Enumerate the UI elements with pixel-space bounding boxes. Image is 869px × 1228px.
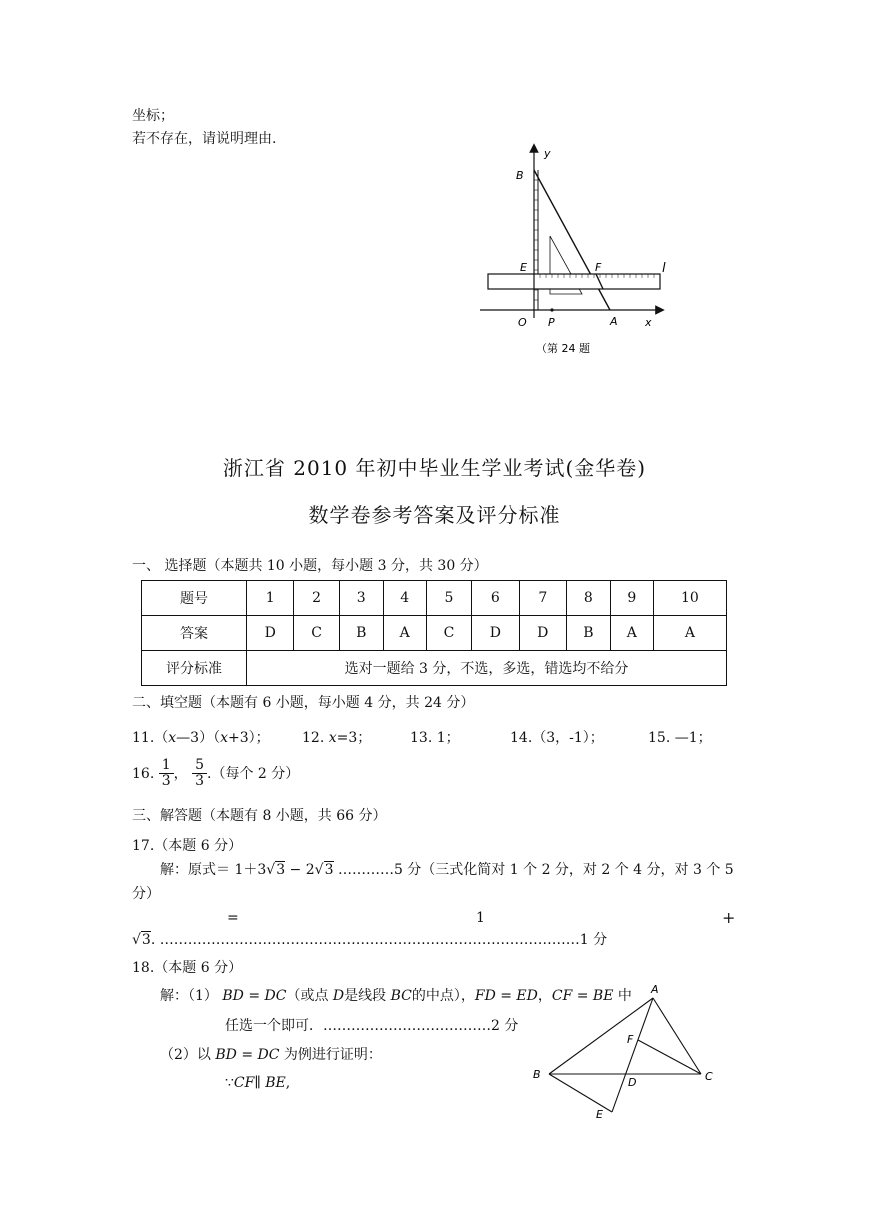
q18-text: 的中点）， bbox=[411, 988, 475, 1004]
fraction-numerator: 5 bbox=[192, 758, 207, 774]
answer-12 bbox=[302, 730, 371, 747]
q17-line-1: 解：原式＝ 1＋3√3 − 2√3 …………5 分（三式化简对 1 个 2 分，对 2 个 4 分，对 3 个 5 bbox=[160, 862, 734, 878]
table-row bbox=[142, 651, 727, 686]
q17-one: 1 bbox=[476, 910, 485, 926]
answer-cell: A bbox=[383, 616, 426, 651]
answer-cell: A bbox=[653, 616, 726, 651]
question-number: 5 bbox=[426, 581, 471, 616]
answer-15: 15. —1； bbox=[648, 730, 712, 746]
label-y: y bbox=[544, 147, 551, 160]
q11-part: +3）； bbox=[228, 730, 270, 746]
text-coordinate: 坐标； bbox=[132, 108, 174, 124]
answer-cell: B bbox=[339, 616, 383, 651]
label-o: O bbox=[518, 316, 527, 329]
q18-text: （或点 bbox=[286, 988, 333, 1004]
ruler bbox=[488, 274, 660, 289]
q18-equation: CF = BE bbox=[551, 988, 614, 1004]
sqrt-radicand: 3 bbox=[141, 932, 151, 948]
label-f: F bbox=[627, 1033, 634, 1046]
label-l: l bbox=[662, 261, 666, 276]
q18-expression: CF∥ BE bbox=[233, 1075, 286, 1091]
q18-line-3 bbox=[160, 1047, 382, 1064]
sqrt-radicand: 3 bbox=[324, 862, 334, 878]
section-2-heading: 二、填空题（本题有 6 小题，每小题 4 分，共 24 分） bbox=[132, 695, 475, 711]
sqrt-radicand: 3 bbox=[276, 862, 286, 878]
q18-text: （2）以 bbox=[160, 1047, 216, 1063]
label-b: B bbox=[516, 169, 524, 182]
q18-heading: 18.（本题 6 分） bbox=[132, 960, 243, 976]
fraction-denominator: 3 bbox=[195, 773, 205, 790]
fraction-numerator: 1 bbox=[159, 758, 174, 774]
answer-cell: B bbox=[566, 616, 610, 651]
q18-text: 是线段 bbox=[344, 988, 391, 1004]
answer-cell: D bbox=[519, 616, 566, 651]
table-row bbox=[142, 581, 727, 616]
q11-number: 11. bbox=[132, 730, 155, 746]
question-number: 10 bbox=[653, 581, 726, 616]
label-a: A bbox=[651, 983, 659, 996]
answer-cell: D bbox=[472, 616, 519, 651]
q16-number: 16. bbox=[132, 765, 155, 782]
table-row bbox=[142, 616, 727, 651]
question-number: 4 bbox=[383, 581, 426, 616]
q17-plus: + bbox=[722, 908, 736, 927]
section-3-heading: 三、解答题（本题有 8 小题，共 66 分） bbox=[132, 808, 387, 824]
text-explain-reason: 若不存在，请说明理由. bbox=[132, 131, 277, 147]
answer-cell: C bbox=[426, 616, 471, 651]
q17-heading: 17.（本题 6 分） bbox=[132, 838, 243, 854]
label-a: A bbox=[610, 315, 618, 328]
q18-text: 解：（1） bbox=[160, 988, 223, 1004]
label-x: x bbox=[645, 316, 652, 329]
criteria-cell: 选对一题给 3 分，不选，多选，错选均不给分 bbox=[247, 651, 727, 686]
page-subtitle: 数学卷参考答案及评分标准 bbox=[308, 503, 561, 527]
question-number: 9 bbox=[610, 581, 653, 616]
fraction-one-third bbox=[159, 758, 174, 790]
label-c: C bbox=[705, 1070, 713, 1083]
question-number: 3 bbox=[339, 581, 383, 616]
q18-text: ， bbox=[537, 988, 552, 1004]
question-number: 6 bbox=[472, 581, 519, 616]
q11-var: x bbox=[220, 730, 228, 746]
q18-text: 中 bbox=[613, 988, 632, 1004]
q11-part: （ bbox=[154, 730, 169, 746]
q11-part: —3）（ bbox=[176, 730, 221, 746]
q12-rest: =3； bbox=[336, 730, 372, 746]
label-b: B bbox=[533, 1068, 541, 1081]
header-answer: 答案 bbox=[142, 616, 247, 651]
q12-var: x bbox=[328, 730, 337, 746]
q16-separator: ， bbox=[173, 765, 188, 782]
section-1-heading: 一、 选择题（本题共 10 小题，每小题 3 分，共 30 分） bbox=[132, 558, 488, 574]
q17-expr: 解：原式＝ 1＋3 bbox=[160, 862, 267, 878]
answer-13: 13. 1； bbox=[410, 730, 460, 746]
q11-var: x bbox=[168, 730, 177, 746]
q18-equation: BD = DC bbox=[222, 988, 287, 1004]
q18-equation: FD = ED bbox=[474, 988, 538, 1004]
q17-line-2: 分） bbox=[132, 886, 160, 902]
question-number: 7 bbox=[519, 581, 566, 616]
question-number: 8 bbox=[566, 581, 610, 616]
segment-ac bbox=[653, 998, 701, 1074]
answer-14: 14.（3，-1）； bbox=[510, 730, 604, 746]
label-e: E bbox=[596, 1108, 603, 1121]
q17-line-4: √3. ………………………………………………………………………………1 分 bbox=[132, 932, 608, 948]
label-d: D bbox=[628, 1076, 637, 1089]
answer-cell: C bbox=[294, 616, 339, 651]
because-symbol: ∵ bbox=[225, 1075, 234, 1091]
q18-line-2: 任选一个即可．………………………………2 分 bbox=[225, 1018, 519, 1034]
q18-text: , bbox=[285, 1075, 291, 1091]
answer-table bbox=[141, 580, 727, 686]
q18-segment: BC bbox=[390, 988, 412, 1004]
figure-18 bbox=[525, 978, 725, 1128]
answer-11 bbox=[132, 730, 270, 747]
segment-be bbox=[549, 1074, 612, 1112]
q16-note: .（每个 2 分） bbox=[207, 765, 300, 782]
label-f: F bbox=[595, 261, 602, 274]
answer-16 bbox=[132, 758, 299, 790]
q18-line-4 bbox=[225, 1075, 290, 1092]
q17-score-note: . ………………………………………………………………………………1 分 bbox=[150, 932, 608, 948]
fraction-five-thirds bbox=[192, 758, 207, 790]
q17-score-note: …………5 分（三式化简对 1 个 2 分，对 2 个 4 分，对 3 个 5 bbox=[333, 862, 734, 878]
segment-ab bbox=[549, 998, 653, 1074]
question-number: 2 bbox=[294, 581, 339, 616]
header-number: 题号 bbox=[142, 581, 247, 616]
header-criteria: 评分标准 bbox=[142, 651, 247, 686]
page-title: 浙江省 2010 年初中毕业生学业考试(金华卷) bbox=[222, 456, 647, 480]
q18-equation: BD = DC bbox=[215, 1047, 280, 1063]
figure-24 bbox=[470, 140, 680, 360]
answer-cell: A bbox=[610, 616, 653, 651]
answer-cell: D bbox=[247, 616, 294, 651]
point-p bbox=[550, 308, 553, 311]
label-e: E bbox=[520, 261, 527, 274]
segment-ae bbox=[612, 998, 653, 1112]
figure-24-caption: （第 24 题 bbox=[536, 342, 590, 355]
segment-fc bbox=[638, 1040, 701, 1074]
q18-point: D bbox=[332, 988, 345, 1004]
fraction-denominator: 3 bbox=[161, 773, 171, 790]
q17-equals: = bbox=[227, 910, 239, 926]
q12-number: 12. bbox=[302, 730, 325, 746]
q17-expr: − 2 bbox=[285, 862, 315, 878]
question-number: 1 bbox=[247, 581, 294, 616]
label-p: P bbox=[548, 316, 555, 329]
q18-text: 为例进行证明： bbox=[279, 1047, 382, 1063]
